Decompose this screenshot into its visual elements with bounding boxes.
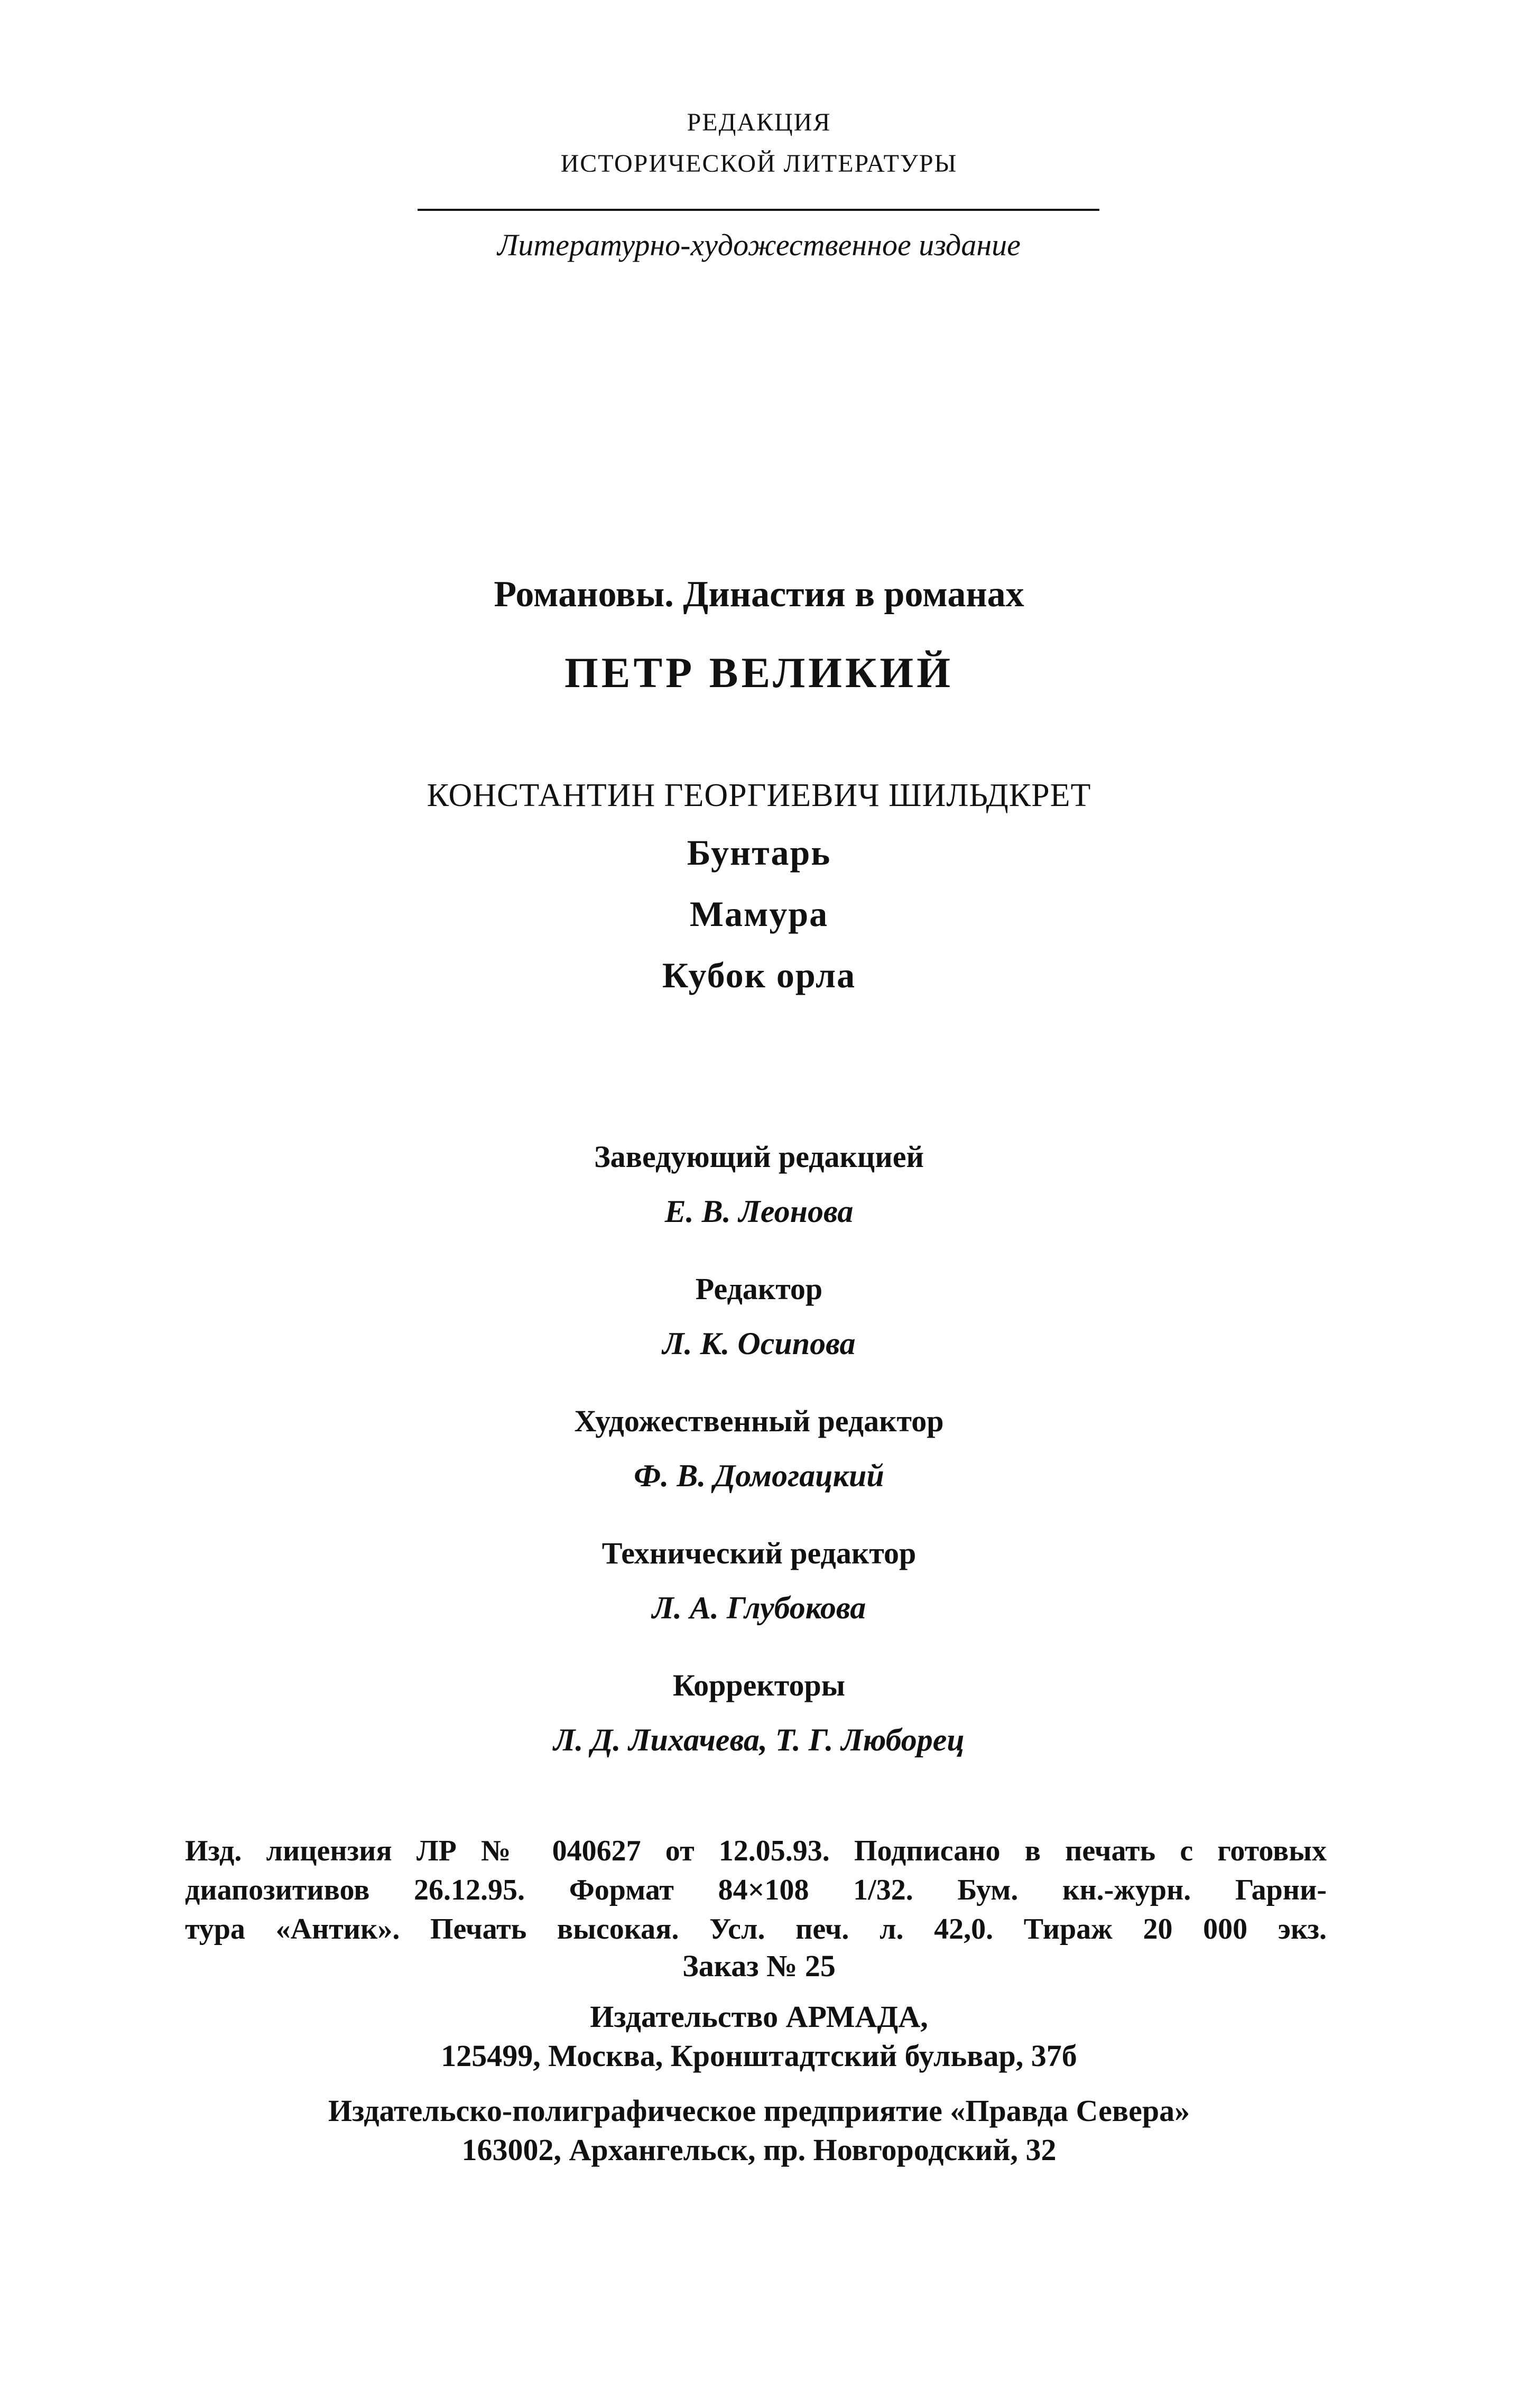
publisher-address: 125499, Москва, Кронштадтский бульвар, 37б [441, 2039, 1077, 2073]
work-title: Кубок орла [662, 955, 856, 995]
credit-role: Редактор [695, 1272, 823, 1306]
credit-role: Художественный редактор [574, 1404, 944, 1438]
credit-name: Л. Д. Лихачева, Т. Г. Люборец [553, 1722, 965, 1757]
imprint-line: диапозитивов 26.12.95. Формат 84×108 1/32. Бум. кн.-журн. Гарни- [185, 1874, 1327, 1906]
credit-role: Заведующий редакцией [594, 1140, 924, 1174]
author-name: КОНСТАНТИН ГЕОРГИЕВИЧ ШИЛЬДКРЕТ [427, 777, 1091, 813]
work-title: Бунтарь [687, 832, 831, 873]
printer-address: 163002, Архангельск, пр. Новгородский, 32 [461, 2133, 1057, 2167]
credit-name: Е. В. Леонова [664, 1194, 854, 1229]
credit-role: Корректоры [672, 1668, 846, 1702]
book-title: ПЕТР ВЕЛИКИЙ [564, 649, 954, 697]
credit-role: Технический редактор [601, 1536, 917, 1570]
publisher-name: Издательство АРМАДА, [590, 1999, 928, 2034]
header-line-1: РЕДАКЦИЯ [687, 108, 831, 136]
header-line-2: ИСТОРИЧЕСКОЙ ЛИТЕРАТУРЫ [560, 150, 958, 178]
order-number: Заказ № 25 [682, 1949, 836, 1983]
imprint-block [185, 1831, 1327, 1949]
printer-name: Издательско-полиграфическое предприятие «Правда Севера» [328, 2094, 1190, 2128]
credit-name: Л. А. Глубокова [652, 1590, 866, 1625]
imprint-line: Изд. лицензия ЛР № 040627 от 12.05.93. Подписано в печать с готовых [185, 1835, 1327, 1867]
header-divider [418, 209, 1099, 211]
edition-type: Литературно-художественное издание [497, 228, 1021, 262]
series-title: Романовы. Династия в романах [494, 574, 1024, 615]
imprint-line: тура «Антик». Печать высокая. Усл. печ. л. 42,0. Тираж 20 000 экз. [185, 1913, 1327, 1946]
credit-name: Ф. В. Домогацкий [634, 1458, 884, 1493]
work-title: Мамура [689, 894, 829, 934]
credit-name: Л. К. Осипова [662, 1326, 856, 1361]
